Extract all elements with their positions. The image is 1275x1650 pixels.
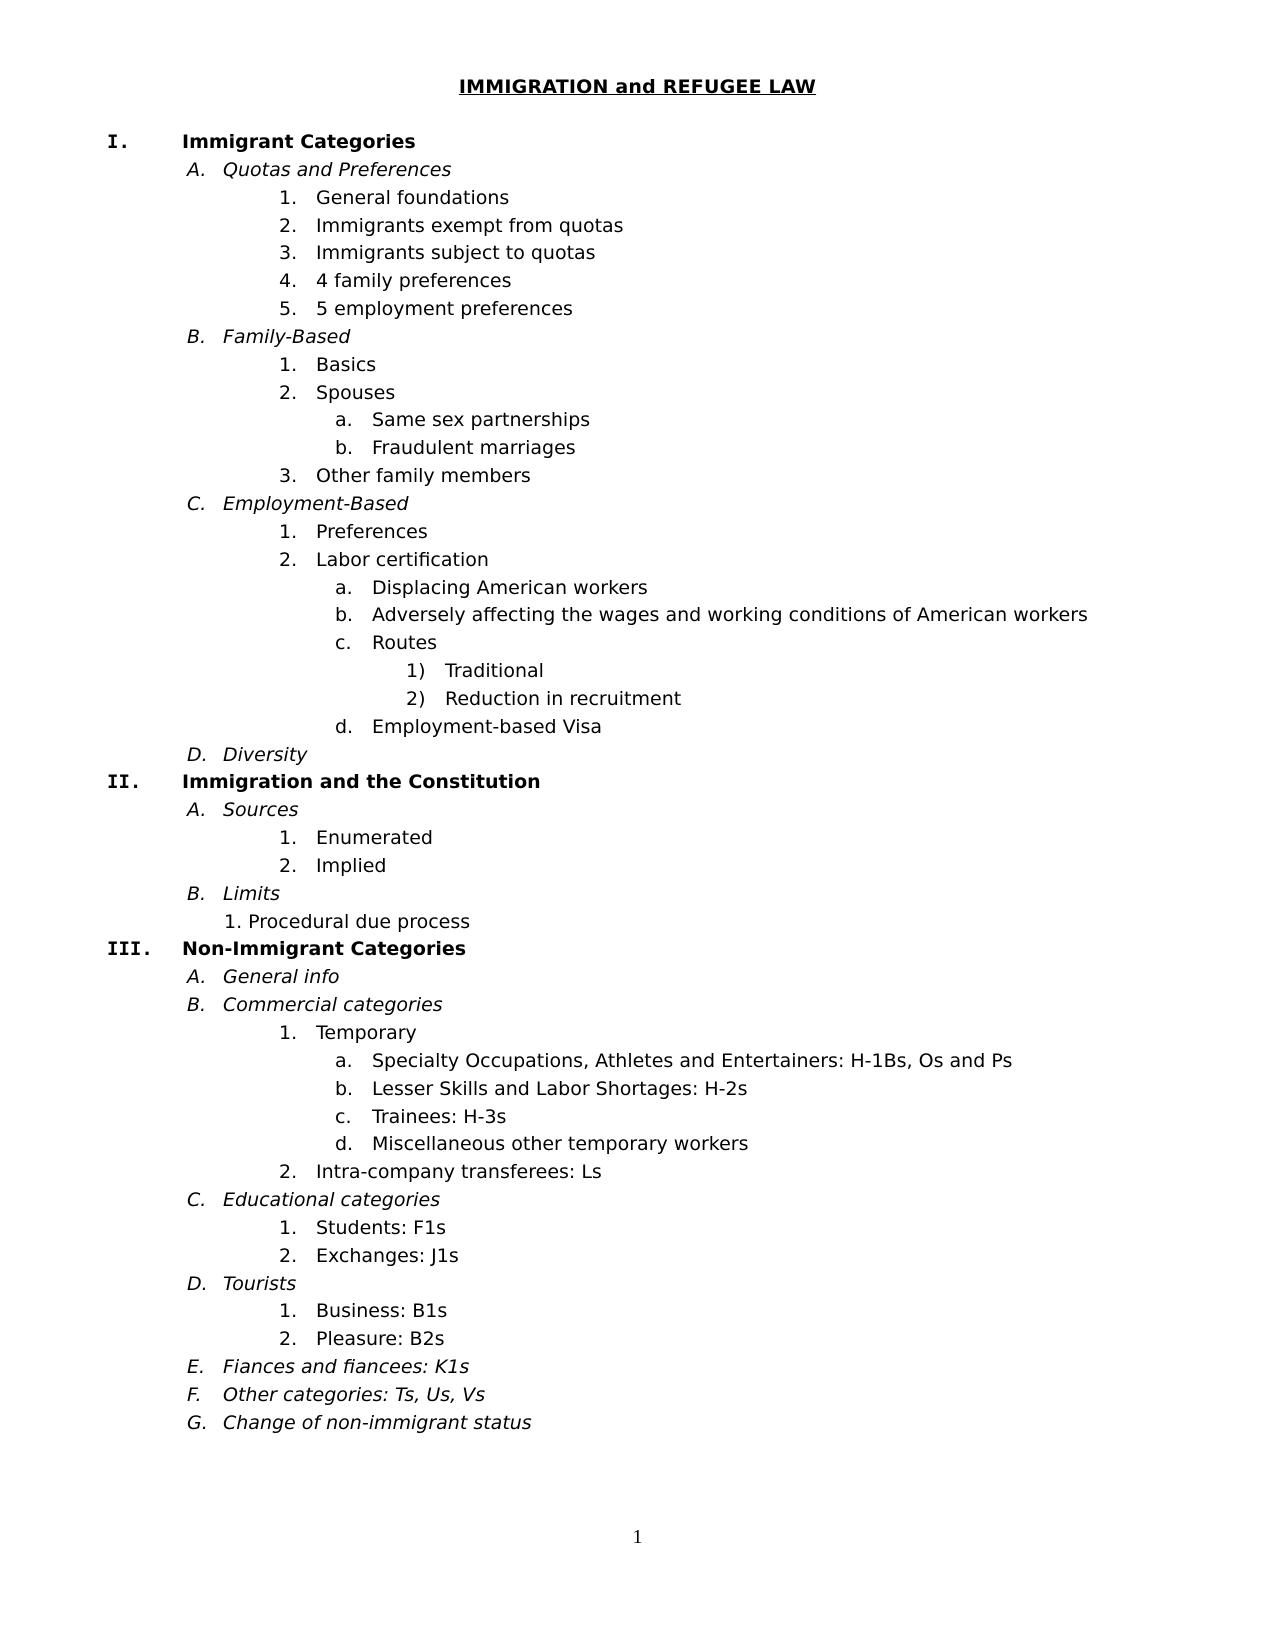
- outline-list: [0, 128, 1275, 1437]
- outline-item-marker: 2.: [279, 1161, 298, 1184]
- outline-item: [0, 1019, 1275, 1047]
- outline-item-text: Employment-Based: [223, 492, 409, 515]
- outline-item: [0, 657, 1275, 685]
- page-number: 1: [632, 1526, 643, 1548]
- outline-item: [0, 1047, 1275, 1075]
- outline-item-marker: b.: [335, 604, 354, 627]
- outline-item-marker: 1.: [279, 827, 298, 850]
- outline-item-marker: b.: [335, 437, 354, 460]
- outline-item-text: Immigrants exempt from quotas: [316, 214, 624, 237]
- outline-item-text: Displacing American workers: [372, 576, 648, 599]
- outline-item-marker: B.: [187, 994, 207, 1017]
- outline-item: [0, 1270, 1275, 1298]
- outline-item-text: Immigrants subject to quotas: [316, 242, 596, 265]
- outline-item-text: Preferences: [316, 520, 428, 543]
- outline-item-text: Temporary: [316, 1022, 417, 1044]
- outline-item-marker: c.: [335, 1105, 352, 1128]
- outline-item-marker: b.: [335, 1077, 354, 1100]
- outline-item-marker: I.: [107, 131, 130, 153]
- outline-item-text: Immigration and the Constitution: [182, 771, 541, 794]
- outline-item-marker: d.: [335, 715, 354, 738]
- outline-item: [0, 1242, 1275, 1270]
- outline-item: [0, 239, 1275, 267]
- outline-item-text: 1. Procedural due process: [224, 910, 471, 933]
- outline-item-marker: G.: [187, 1411, 208, 1434]
- outline-item-marker: 1.: [279, 1022, 298, 1044]
- outline-item-marker: a.: [335, 409, 353, 432]
- outline-item: [0, 379, 1275, 407]
- outline-item-marker: 1): [406, 660, 426, 683]
- outline-item-marker: B.: [187, 882, 207, 905]
- outline-item: [0, 1103, 1275, 1131]
- outline-item: [0, 1409, 1275, 1437]
- outline-item: [0, 267, 1275, 295]
- outline-item: [0, 685, 1275, 713]
- outline-item-marker: 2.: [279, 381, 298, 404]
- outline-item-marker: 2.: [279, 548, 298, 571]
- outline-item: [0, 323, 1275, 351]
- outline-item: [0, 1158, 1275, 1186]
- outline-item: [0, 908, 1275, 936]
- outline-item-marker: A.: [187, 966, 207, 989]
- outline-item-marker: C.: [187, 492, 207, 515]
- document-title: IMMIGRATION and REFUGEE LAW: [458, 76, 817, 98]
- outline-item: [0, 1130, 1275, 1158]
- outline-item-text: Spouses: [316, 381, 396, 404]
- outline-item: [0, 741, 1275, 769]
- outline-item-marker: 2.: [279, 214, 298, 237]
- outline-item: [0, 601, 1275, 629]
- outline-item-marker: 3.: [279, 242, 298, 265]
- outline-item-text: Commercial categories: [223, 994, 443, 1017]
- outline-item-text: Miscellaneous other temporary workers: [372, 1133, 749, 1156]
- outline-item: [0, 351, 1275, 379]
- outline-item-marker: C.: [187, 1189, 207, 1212]
- outline-item: [0, 574, 1275, 602]
- outline-item-marker: a.: [335, 1049, 353, 1072]
- outline-item-marker: D.: [187, 743, 208, 766]
- outline-item-text: Diversity: [223, 743, 308, 766]
- outline-item-text: Non-Immigrant Categories: [182, 938, 467, 961]
- outline-item-text: Quotas and Preferences: [223, 158, 452, 181]
- outline-item: [0, 1075, 1275, 1103]
- outline-item: [0, 295, 1275, 323]
- outline-item-marker: 4.: [279, 270, 298, 293]
- outline-item-text: Specialty Occupations, Athletes and Entertainers: H-1Bs, Os and Ps: [372, 1049, 1013, 1072]
- outline-item-text: Family-Based: [223, 325, 351, 348]
- outline-item-text: General info: [223, 966, 340, 989]
- outline-item-text: Employment-based Visa: [372, 715, 603, 738]
- outline-item-text: Traditional: [445, 660, 544, 683]
- outline-item-text: Intra-company transferees: Ls: [316, 1161, 602, 1184]
- outline-item-marker: 5.: [279, 298, 298, 321]
- outline-item-text: Other categories: Ts, Us, Vs: [223, 1383, 486, 1406]
- outline-item: [0, 629, 1275, 657]
- outline-item: [0, 490, 1275, 518]
- outline-item: [0, 1325, 1275, 1353]
- outline-item: [0, 852, 1275, 880]
- outline-item-text: Change of non-immigrant status: [223, 1411, 532, 1434]
- outline-item-text: Fiances and fiancees: K1s: [223, 1356, 470, 1379]
- outline-item: [0, 713, 1275, 741]
- outline-item-text: Immigrant Categories: [182, 131, 416, 153]
- outline-item-marker: 2.: [279, 1244, 298, 1267]
- outline-item-text: Educational categories: [223, 1189, 441, 1212]
- outline-item: [0, 880, 1275, 908]
- outline-item: [0, 991, 1275, 1019]
- outline-item-text: Basics: [316, 353, 377, 376]
- outline-item-marker: E.: [187, 1356, 206, 1379]
- outline-item-marker: d.: [335, 1133, 354, 1156]
- outline-item-marker: 2.: [279, 854, 298, 877]
- outline-item-text: Tourists: [223, 1272, 297, 1295]
- outline-item-marker: III.: [107, 938, 153, 961]
- outline-item: [0, 1381, 1275, 1409]
- outline-item-marker: D.: [187, 1272, 208, 1295]
- outline-item: [0, 796, 1275, 824]
- outline-item: [0, 1214, 1275, 1242]
- outline-item-text: Lesser Skills and Labor Shortages: H-2s: [372, 1077, 748, 1100]
- outline-item: [0, 935, 1275, 963]
- outline-item: [0, 546, 1275, 574]
- outline-item: [0, 1353, 1275, 1381]
- outline-item-text: Limits: [223, 882, 280, 905]
- outline-item: [0, 462, 1275, 490]
- outline-item-text: General foundations: [316, 186, 510, 209]
- outline-item-text: Labor certification: [316, 548, 489, 571]
- outline-item-text: Trainees: H-3s: [372, 1105, 507, 1128]
- outline-item-marker: 3.: [279, 465, 298, 488]
- outline-item-text: Enumerated: [316, 827, 433, 850]
- outline-item: [0, 518, 1275, 546]
- outline-item-text: Sources: [223, 799, 299, 822]
- outline-item-marker: F.: [187, 1383, 202, 1406]
- outline-item-marker: a.: [335, 576, 353, 599]
- outline-item: [0, 128, 1275, 156]
- outline-item-text: Fraudulent marriages: [372, 437, 576, 460]
- outline-item-text: 5 employment preferences: [316, 298, 573, 321]
- outline-item-marker: 1.: [279, 186, 298, 209]
- outline-item-text: Other family members: [316, 465, 531, 488]
- outline-item: [0, 156, 1275, 184]
- outline-item: [0, 212, 1275, 240]
- outline-item: [0, 1186, 1275, 1214]
- outline-item-text: Implied: [316, 854, 387, 877]
- outline-item-marker: 2): [406, 687, 426, 710]
- outline-item-text: Exchanges: J1s: [316, 1244, 459, 1267]
- outline-item: [0, 184, 1275, 212]
- outline-item-text: Same sex partnerships: [372, 409, 591, 432]
- outline-item-marker: c.: [335, 632, 352, 655]
- outline-item: [0, 434, 1275, 462]
- outline-item-text: Reduction in recruitment: [445, 687, 682, 710]
- outline-item-text: Students: F1s: [316, 1216, 447, 1239]
- outline-item-text: Pleasure: B2s: [316, 1328, 445, 1351]
- outline-item-marker: II.: [107, 771, 142, 794]
- outline-item: [0, 824, 1275, 852]
- outline-item: [0, 963, 1275, 991]
- outline-item-text: Business: B1s: [316, 1300, 448, 1323]
- outline-item: [0, 406, 1275, 434]
- outline-item-marker: B.: [187, 325, 207, 348]
- outline-item-marker: 1.: [279, 1300, 298, 1323]
- outline-item: [0, 1297, 1275, 1325]
- outline-item-marker: 1.: [279, 1216, 298, 1239]
- outline-item-text: 4 family preferences: [316, 270, 512, 293]
- outline-item-marker: 2.: [279, 1328, 298, 1351]
- outline-item-text: Routes: [372, 632, 438, 655]
- outline-item-text: Adversely affecting the wages and working conditions of American workers: [372, 604, 1088, 627]
- outline-item: [0, 768, 1275, 796]
- outline-item-marker: A.: [187, 158, 207, 181]
- outline-item-marker: 1.: [279, 353, 298, 376]
- outline-item-marker: A.: [187, 799, 207, 822]
- outline-item-marker: 1.: [279, 520, 298, 543]
